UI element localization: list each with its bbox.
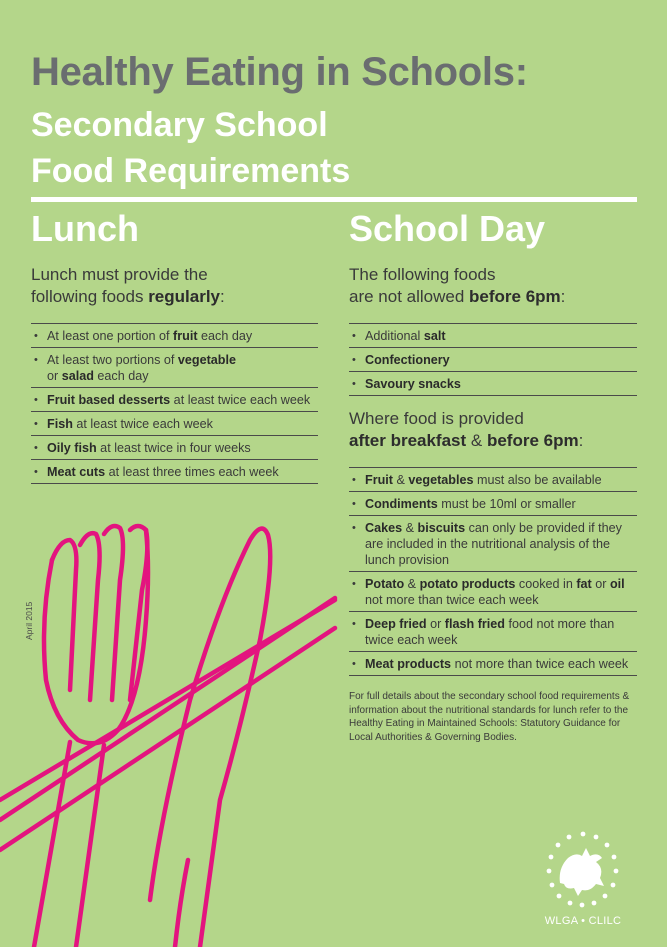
not-allowed-list [349, 323, 637, 396]
list-item: • Deep fried or flash fried food not more than twice each week [349, 612, 637, 652]
school-day-intro-line-2: are not allowed before 6pm: [349, 287, 566, 306]
lunch-heading: Lunch [31, 208, 139, 249]
list-item: • Fruit & vegetables must also be available [349, 468, 637, 492]
title-subheading [31, 102, 350, 194]
list-item: • At least two portions of vegetable or salad each day [31, 348, 318, 388]
publication-date: April 2015 [24, 601, 34, 640]
title-line-2: Secondary School [31, 106, 328, 144]
list-item: • Cakes & biscuits can only be provided if they are included in the nutritional analysis of the lunch provision [349, 516, 637, 572]
lunch-requirements-list [31, 323, 318, 484]
title-line-3: Food Requirements [31, 152, 351, 190]
list-item: • Fish at least twice each week [31, 412, 318, 436]
school-day-heading: School Day [349, 208, 546, 249]
provided-intro-line-2: after breakfast & before 6pm: [349, 431, 584, 450]
school-day-intro-line-1: The following foods [349, 265, 496, 284]
school-day-intro [349, 264, 565, 308]
lunch-intro-text: following foods [31, 287, 149, 306]
list-item: • At least one portion of fruit each day [31, 324, 318, 348]
list-item: • Condiments must be 10ml or smaller [349, 492, 637, 516]
provided-rules-list [349, 467, 637, 676]
wlga-logo [538, 828, 628, 938]
lunch-intro-emphasis: regularly [148, 287, 220, 306]
title-line-1: Healthy Eating in Schools: [31, 50, 528, 94]
provided-intro-line-1: Where food is provided [349, 409, 524, 428]
lunch-intro-line-1: Lunch must provide the [31, 265, 208, 284]
list-item: • Potato & potato products cooked in fat or oil not more than twice each week [349, 572, 637, 612]
welsh-dragon-logo-icon [538, 828, 628, 914]
lunch-intro-colon: : [220, 287, 225, 306]
lunch-intro [31, 264, 225, 308]
list-item: • Confectionery [349, 348, 637, 372]
list-item: • Meat cuts at least three times each week [31, 460, 318, 484]
list-item: • Oily fish at least twice in four weeks [31, 436, 318, 460]
list-item: • Additional salt [349, 324, 637, 348]
lunch-intro-line-2 [31, 286, 225, 308]
footnote: For full details about the secondary school food requirements & information about the nutritional standards for lunch refer to the Healthy Eating in Maintained Schools: Statutory Guidance for Local Authorities & Governing Bodies. [349, 691, 630, 743]
list-item: • Meat products not more than twice each week [349, 652, 637, 676]
header-divider [31, 197, 637, 202]
list-item: • Fruit based desserts at least twice each week [31, 388, 318, 412]
logo-text: WLGA • CLILC [544, 915, 622, 927]
provided-intro [349, 408, 583, 452]
list-item: • Savoury snacks [349, 372, 637, 396]
